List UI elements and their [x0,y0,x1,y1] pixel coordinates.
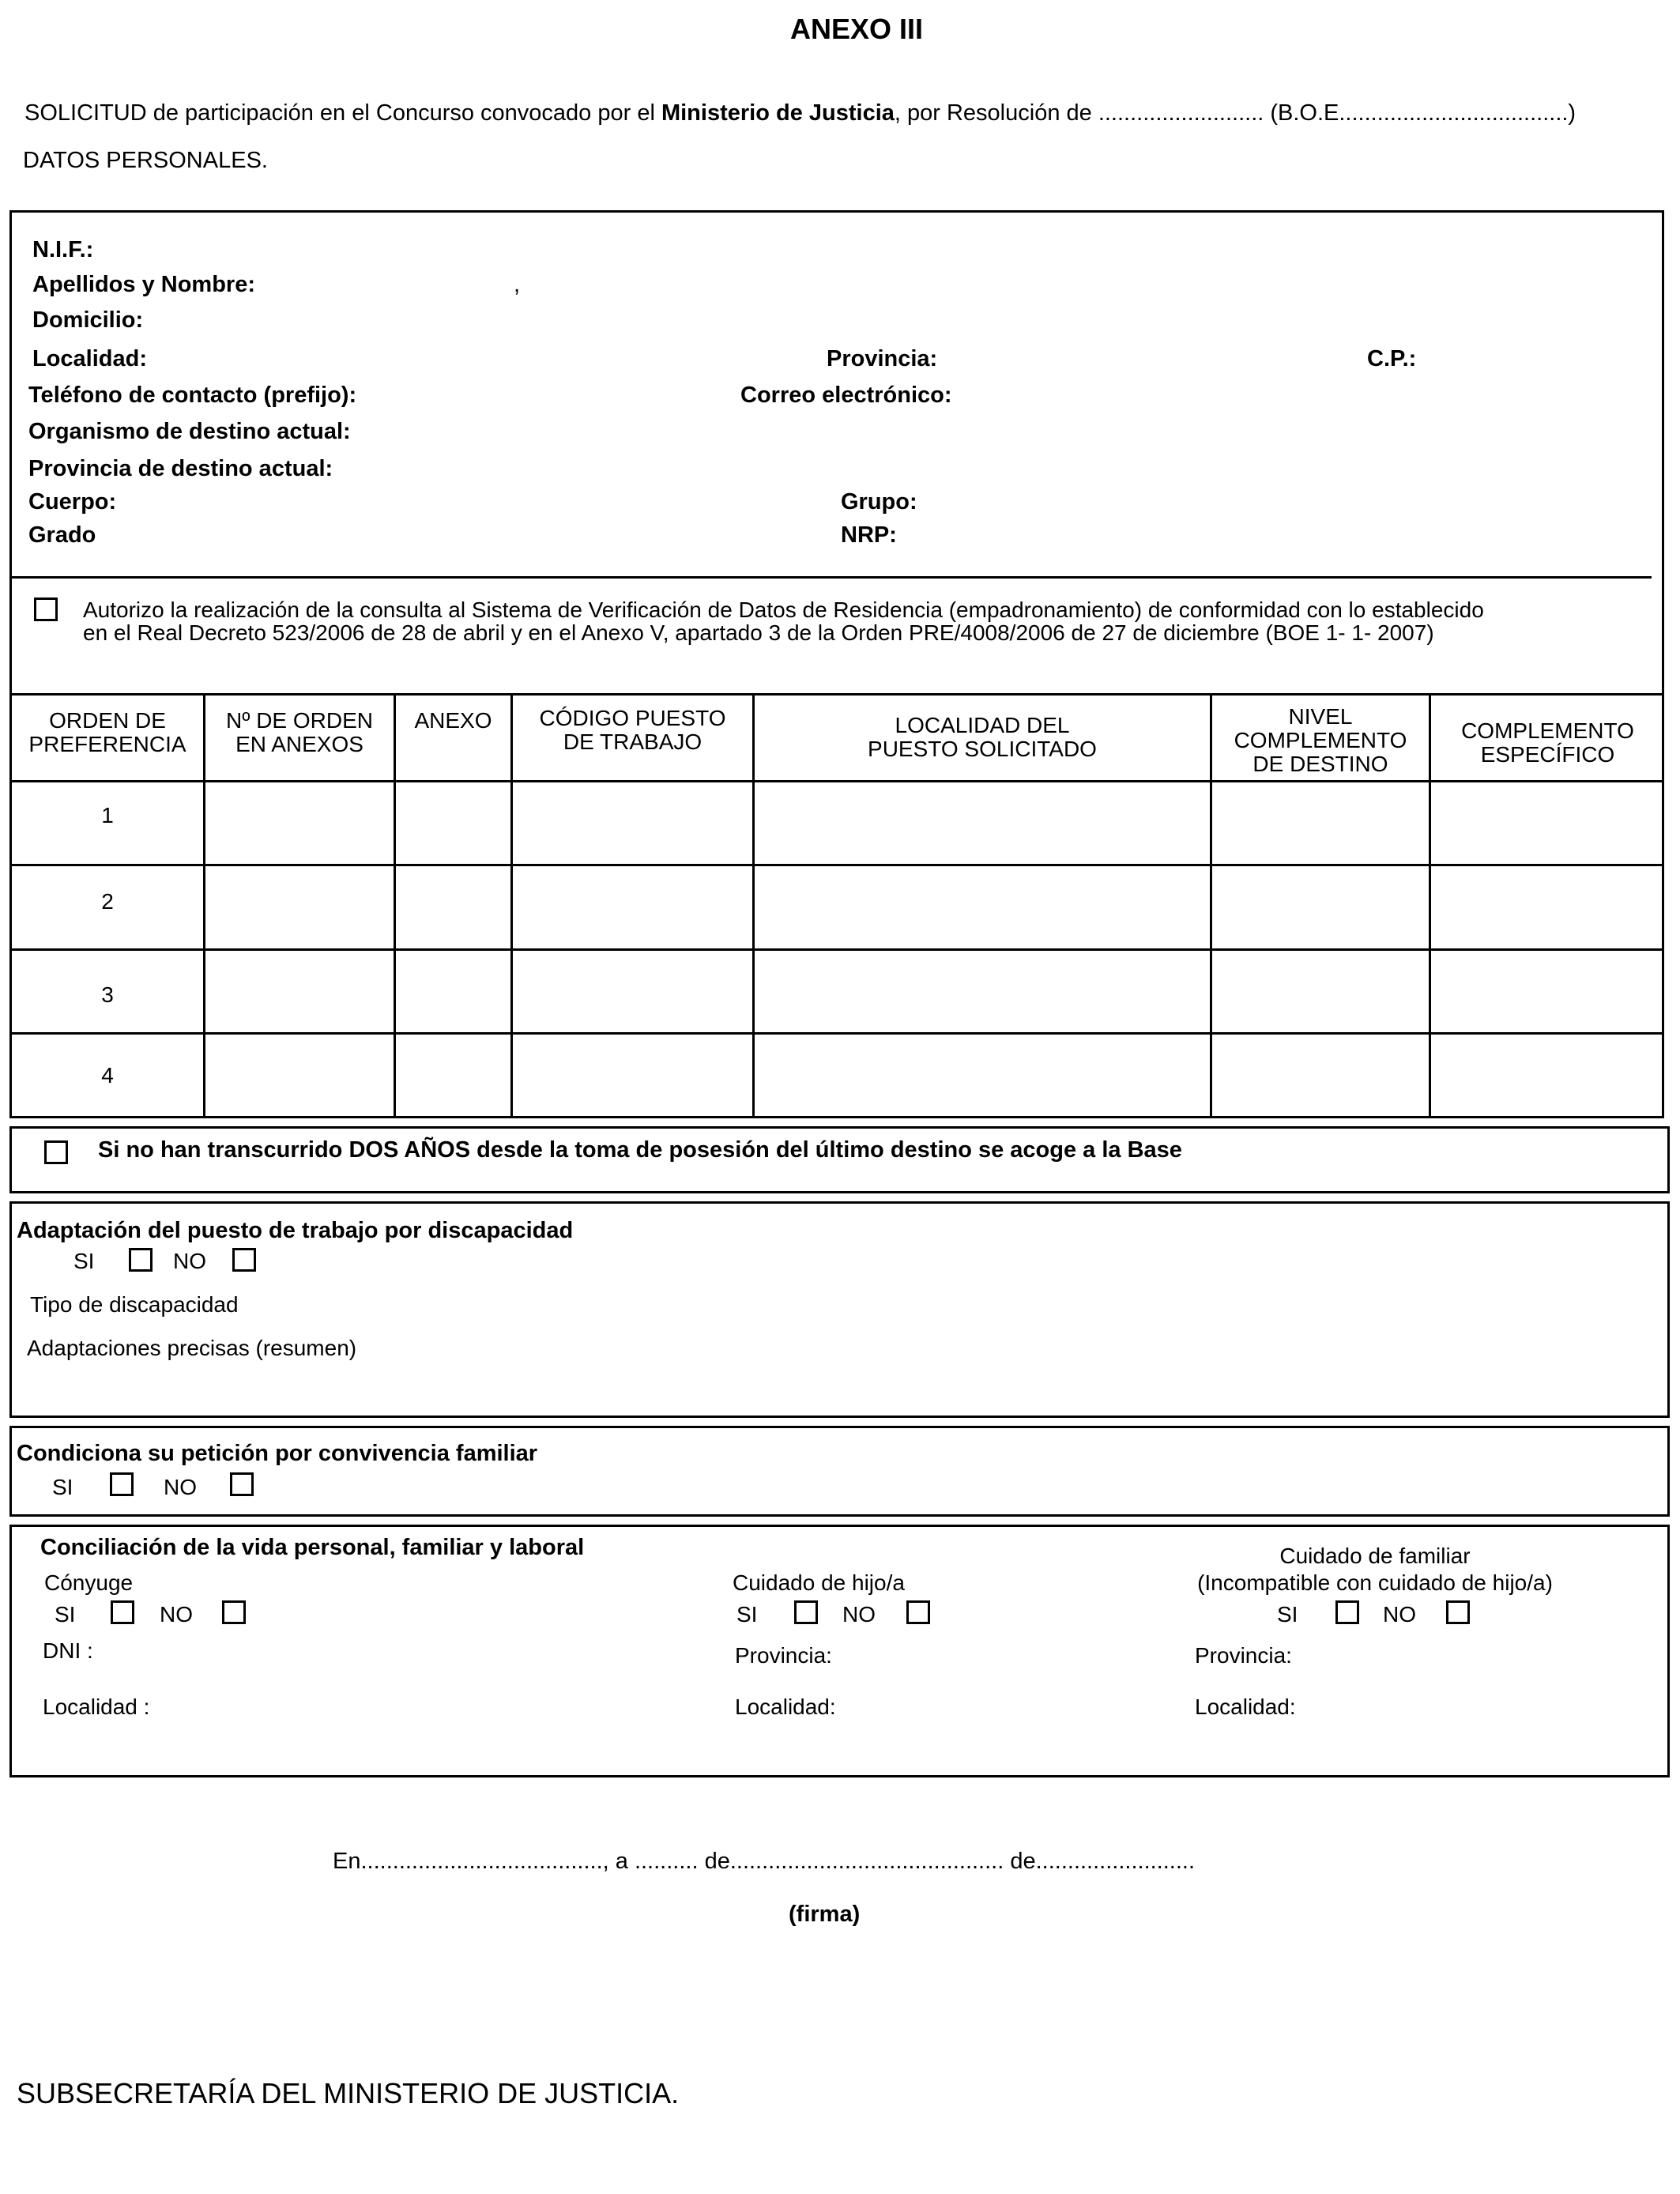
conyuge-label: Cónyuge [44,1570,134,1595]
header-orden-preferencia: ORDEN DE PREFERENCIA [28,708,186,756]
dni-label: DNI : [43,1638,93,1663]
dos-anos-bold: DOS AÑOS [348,1137,471,1163]
table-row-number: 4 [101,1063,114,1088]
familiar-no-label: NO [1383,1602,1416,1627]
discapacidad-no-label: NO [173,1249,206,1273]
conyuge-si-label: SI [55,1602,76,1627]
conyuge-si-checkbox[interactable] [111,1600,134,1624]
dos-anos-text [98,1137,1182,1163]
page-title: ANEXO III [790,13,924,45]
dos-anos-pre: Si no han transcurrido [98,1137,349,1163]
datos-personales-heading: DATOS PERSONALES. [23,148,268,173]
correo-label: Correo electrónico: [740,383,952,408]
table-row-number: 1 [101,803,114,827]
table-row-number: 2 [101,889,114,914]
intro-pre: SOLICITUD de participación en el Concurso convocado por el [24,100,661,126]
conyuge-localidad-label: Localidad : [43,1695,150,1719]
header-codigo-puesto: CÓDIGO PUESTO DE TRABAJO [539,706,726,754]
intro-post: , por Resolución de .......................... (B.O.E....................................) [894,100,1576,126]
familiar-provincia-label: Provincia: [1195,1643,1292,1668]
hijo-si-label: SI [736,1602,758,1627]
convivencia-no-checkbox[interactable] [230,1472,254,1496]
telefono-label: Teléfono de contacto (prefijo): [28,383,357,408]
table-header-line [9,780,1664,782]
intro-ministry: Ministerio de Justicia [661,100,895,126]
autorizo-checkbox[interactable] [34,598,58,621]
table-col-line [203,693,205,1118]
familiar-localidad-label: Localidad: [1195,1695,1296,1719]
familiar-si-checkbox[interactable] [1335,1600,1359,1624]
discapacidad-si-label: SI [73,1249,95,1273]
convivencia-no-label: NO [164,1475,197,1499]
name-comma: , [514,272,521,297]
table-col-line [510,693,513,1118]
conyuge-no-checkbox[interactable] [222,1600,246,1624]
familiar-label-2: (Incompatible con cuidado de hijo/a) [1197,1570,1553,1595]
autorizo-line2: en el Real Decreto 523/2006 de 28 de abril y en el Anexo V, apartado 3 de la Orden PRE/4008/2006 de 27 de diciembre (BOE 1- 1- 2007) [83,620,1434,645]
tipo-discapacidad-label: Tipo de discapacidad [30,1292,239,1317]
dos-anos-post: desde la toma de posesión del último destino se acoge a la Base [470,1137,1182,1163]
familiar-label-1: Cuidado de familiar [1279,1544,1471,1568]
domicilio-label: Domicilio: [32,307,144,333]
hijo-label: Cuidado de hijo/a [733,1570,905,1595]
conciliacion-title: Conciliación de la vida personal, familiar y laboral [40,1535,585,1560]
hijo-localidad-label: Localidad: [735,1695,836,1719]
header-anexo: ANEXO [414,708,492,733]
table-row-line [9,1032,1664,1035]
localidad-label: Localidad: [32,346,148,371]
convivencia-title: Condiciona su petición por convivencia familiar [17,1441,538,1466]
dos-anos-checkbox[interactable] [44,1140,68,1164]
header-complemento-especifico: COMPLEMENTO ESPECÍFICO [1461,718,1634,767]
nrp-label: NRP: [841,522,897,548]
discapacidad-no-checkbox[interactable] [232,1248,256,1272]
table-row-number: 3 [101,982,114,1007]
grado-label: Grado [28,522,96,548]
table-row-line [9,864,1664,866]
organismo-label: Organismo de destino actual: [28,419,351,444]
discapacidad-title: Adaptación del puesto de trabajo por discapacidad [17,1218,574,1243]
header-nivel-complemento: NIVEL COMPLEMENTO DE DESTINO [1234,704,1407,776]
discapacidad-si-checkbox[interactable] [129,1248,153,1272]
nif-label: N.I.F.: [32,237,94,262]
firma-label: (firma) [789,1902,861,1927]
subsecretaria-text: SUBSECRETARÍA DEL MINISTERIO DE JUSTICIA. [17,2077,680,2109]
convivencia-box [9,1426,1670,1517]
conyuge-no-label: NO [160,1602,193,1627]
table-col-line [394,693,396,1118]
familiar-si-label: SI [1277,1602,1298,1627]
hijo-no-label: NO [842,1602,876,1627]
convivencia-si-label: SI [52,1475,73,1499]
provincia-label: Provincia: [827,346,938,371]
intro-line [24,100,1576,126]
convivencia-si-checkbox[interactable] [110,1472,134,1496]
adaptaciones-label: Adaptaciones precisas (resumen) [27,1336,357,1360]
hijo-si-checkbox[interactable] [794,1600,818,1624]
header-localidad-puesto: LOCALIDAD DEL PUESTO SOLICITADO [868,713,1097,761]
apellidos-label: Apellidos y Nombre: [32,272,255,297]
cuerpo-label: Cuerpo: [28,489,117,515]
grupo-label: Grupo: [841,489,917,515]
autorizo-line1: Autorizo la realización de la consulta al Sistema de Verificación de Datos de Residencia (empadronamiento) de conformidad con lo establecido [83,598,1484,622]
hijo-no-checkbox[interactable] [906,1600,930,1624]
hijo-provincia-label: Provincia: [735,1643,832,1668]
familiar-no-checkbox[interactable] [1446,1600,1470,1624]
table-row-line [9,948,1664,951]
fecha-line: En......................................, a .......... de........................................... de......................... [333,1849,1196,1874]
personal-data-divider [9,576,1652,579]
provincia-destino-label: Provincia de destino actual: [28,456,333,481]
header-numero-orden: Nº DE ORDEN EN ANEXOS [225,708,374,756]
cp-label: C.P.: [1367,346,1417,371]
